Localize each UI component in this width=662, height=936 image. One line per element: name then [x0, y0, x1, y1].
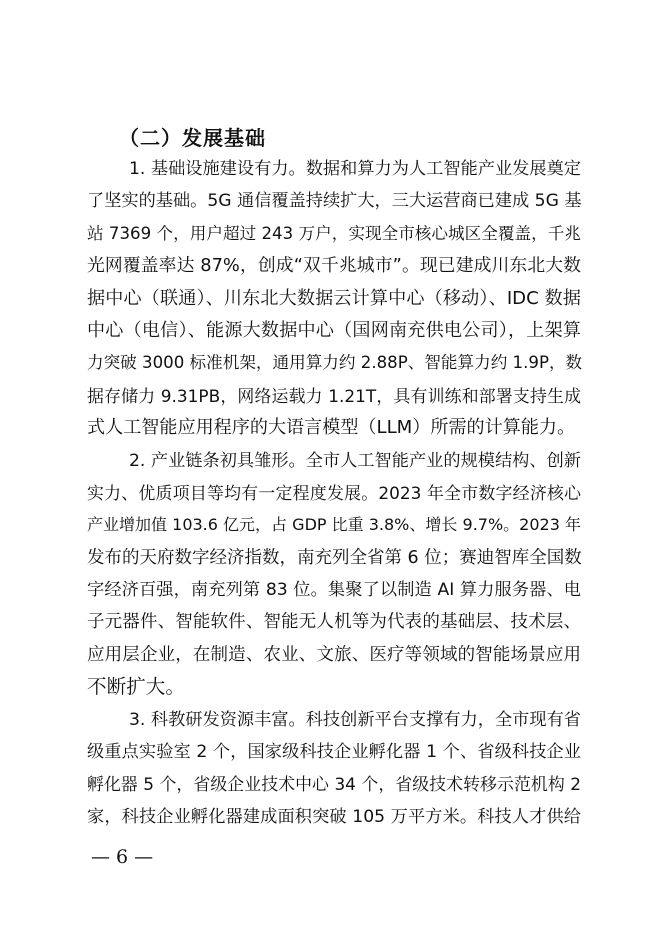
paragraph-2-line-3: 产业增加值 103.6 亿元，占 GDP 比重 3.8%、增长 9.7%。2023 年	[87, 515, 581, 535]
paragraph-2-line-4: 发布的天府数字经济指数，南充列全省第 6 位；赛迪智库全国数	[87, 547, 582, 568]
paragraph-2-line-5: 字经济百强，南充列第 83 位。集聚了以制造 AI 算力服务器、电	[87, 580, 581, 601]
paragraph-1-line-8: 据存储力 9.31PB，网络运载力 1.21T，具有训练和部署支持生成	[87, 385, 581, 406]
paragraph-1-line-1: 1. 基础设施建设有力。数据和算力为人工智能产业发展奠定	[129, 159, 581, 179]
paragraph-1-line-6: 中心（电信）、能源大数据中心（国网南充供电公司），上架算	[87, 319, 581, 341]
paragraph-1-line-3: 站 7369 个，用户超过 243 万户，实现全市核心城区全覆盖，千兆	[87, 223, 581, 243]
paragraph-2-line-7: 应用层企业，在制造、农业、文旅、医疗等领域的智能场景应用	[87, 644, 581, 665]
paragraph-2-line-6: 子元器件、智能软件、智能无人机等为代表的基础层、技术层、	[87, 612, 581, 633]
paragraph-3-line-4: 家，科技企业孵化器建成面积突破 105 万平方米。科技人才供给	[87, 806, 581, 827]
paragraph-2-line-8: 不断扩大。	[87, 675, 185, 699]
body-text	[87, 153, 581, 833]
paragraph-3-line-2: 级重点实验室 2 个，国家级科技企业孵化器 1 个、省级科技企业	[87, 742, 581, 763]
section-heading: （二）发展基础	[119, 126, 266, 150]
paragraph-3-line-3: 孵化器 5 个，省级企业技术中心 34 个，省级技术转移示范机构 2	[87, 774, 581, 795]
paragraph-1-line-7: 力突破 3000 标准机架，通用算力约 2.88P、智能算力约 1.9P，数	[87, 353, 583, 373]
page-number: — 6 —	[91, 846, 154, 868]
paragraph-3-line-1: 3. 科教研发资源丰富。科技创新平台支撑有力，全市现有省	[129, 709, 581, 730]
paragraph-2-line-2: 实力、优质项目等均有一定程度发展。2023 年全市数字经济核心	[87, 482, 581, 503]
paragraph-1-line-9: 式人工智能应用程序的大语言模型（LLM）所需的计算能力。	[87, 417, 576, 439]
paragraph-1-line-5: 据中心（联通）、川东北大数据云计算中心（移动）、IDC 数据	[87, 287, 581, 309]
paragraph-2-line-1: 2. 产业链条初具雏形。全市人工智能产业的规模结构、创新	[129, 450, 581, 471]
paragraph-1-line-2: 了坚实的基础。5G 通信覆盖持续扩大，三大运营商已建成 5G 基	[87, 191, 582, 212]
paragraph-1-line-4: 光网覆盖率达 87%，创成“双千兆城市”。现已建成川东北大数	[87, 255, 581, 277]
